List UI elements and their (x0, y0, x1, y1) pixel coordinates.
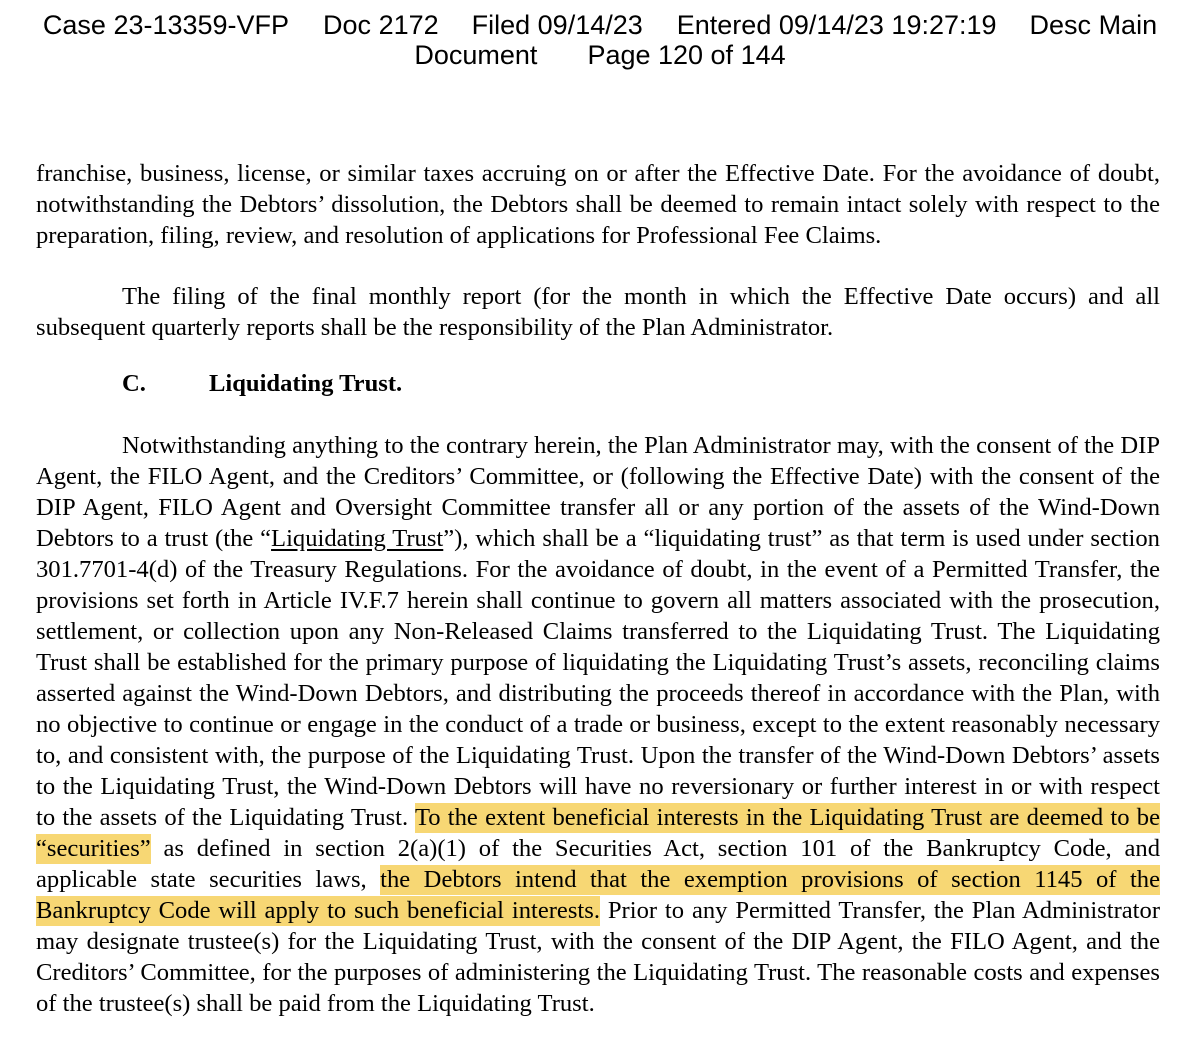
paragraph-final-report: The filing of the final monthly report (for the month in which the Effective Date occurs) and all subsequent quarterly reports shall be the responsibility of the Plan Administrator. (36, 283, 1160, 341)
entered-date: Entered 09/14/23 19:27:19 (676, 10, 997, 40)
liquidating-trust-text-c: as defined in section 2(a)(1) of the Securities Act, section 101 of the Bankruptcy Code, and applicable state securities laws, (36, 835, 1160, 893)
case-number: Case 23-13359-VFP (42, 10, 290, 40)
court-filing-header (0, 10, 1200, 70)
section-letter: C. (122, 370, 146, 397)
defined-term-liquidating-trust: Liquidating Trust (271, 525, 444, 552)
description: Desc Main (1029, 10, 1158, 40)
section-title: Liquidating Trust. (209, 370, 403, 397)
section-heading-c (122, 368, 402, 399)
highlighted-securities-sentence: To the extent beneficial interests in the Liquidating Trust are deemed to be “securities” (36, 804, 1161, 862)
liquidating-trust-text-a: Notwithstanding anything to the contrary herein, the Plan Administrator may, with the consent of the DIP Agent, the FILO Agent, and the Creditors’ Committee, or (following the Effective Date) with the consent of the DIP Agent, FILO Agent and Oversight Committee transfer all or any portion of the assets of the Wind-Down Debtors to a trust (the “ (36, 432, 1160, 552)
highlighted-exemption-sentence: the Debtors intend that the exemption provisions of section 1145 of the Bankruptcy Code will apply to such beneficial interests. (36, 866, 1160, 924)
liquidating-trust-text-b: ”), which shall be a “liquidating trust” as that term is used under section 301.7701-4(d) of the Treasury Regulations. For the avoidance of doubt, in the event of a Permitted Transfer, the provisions set forth in Article IV.F.7 herein shall continue to govern all matters associated with the prosecution, settlement, or collection upon any Non-Released Claims transferred to the Liquidating Trust. The Liquidating Trust shall be established for the primary purpose of liquidating the Liquidating Trust’s assets, reconciling claims asserted against the Wind-Down Debtors, and distributing the proceeds thereof in accordance with the Plan, with no objective to continue or engage in the conduct of a trade or business, except to the extent reasonably necessary to, and consistent with, the purpose of the Liquidating Trust. Upon the transfer of the Wind-Down Debtors’ assets to the Liquidating Trust, the Wind-Down Debtors will have no reversionary or further interest in or with respect to the assets of the Liquidating Trust. (36, 525, 1160, 831)
liquidating-trust-text-d: Prior to any Permitted Transfer, the Plan Administrator may designate trustee(s) for the Liquidating Trust, with the consent of the DIP Agent, the FILO Agent, and the Creditors’ Committee, for the purposes of administering the Liquidating Trust. The reasonable costs and expenses of the trustee(s) shall be paid from the Liquidating Trust. (36, 897, 1161, 1017)
paragraph-taxes: franchise, business, license, or similar taxes accruing on or after the Effective Date. For the avoidance of doubt, notwithstanding the Debtors’ dissolution, the Debtors shall be deemed to remain intact solely with respect to the preparation, filing, review, and resolution of applications for Professional Fee Claims. (36, 160, 1160, 249)
doc-number: Doc 2172 (323, 10, 439, 40)
document-label: Document (414, 40, 538, 70)
header-row-1 (0, 10, 1200, 40)
paragraph-liquidating-trust (36, 430, 1160, 1019)
filed-date: Filed 09/14/23 (471, 10, 643, 40)
header-row-2 (0, 40, 1200, 70)
page-number: Page 120 of 144 (587, 40, 786, 70)
